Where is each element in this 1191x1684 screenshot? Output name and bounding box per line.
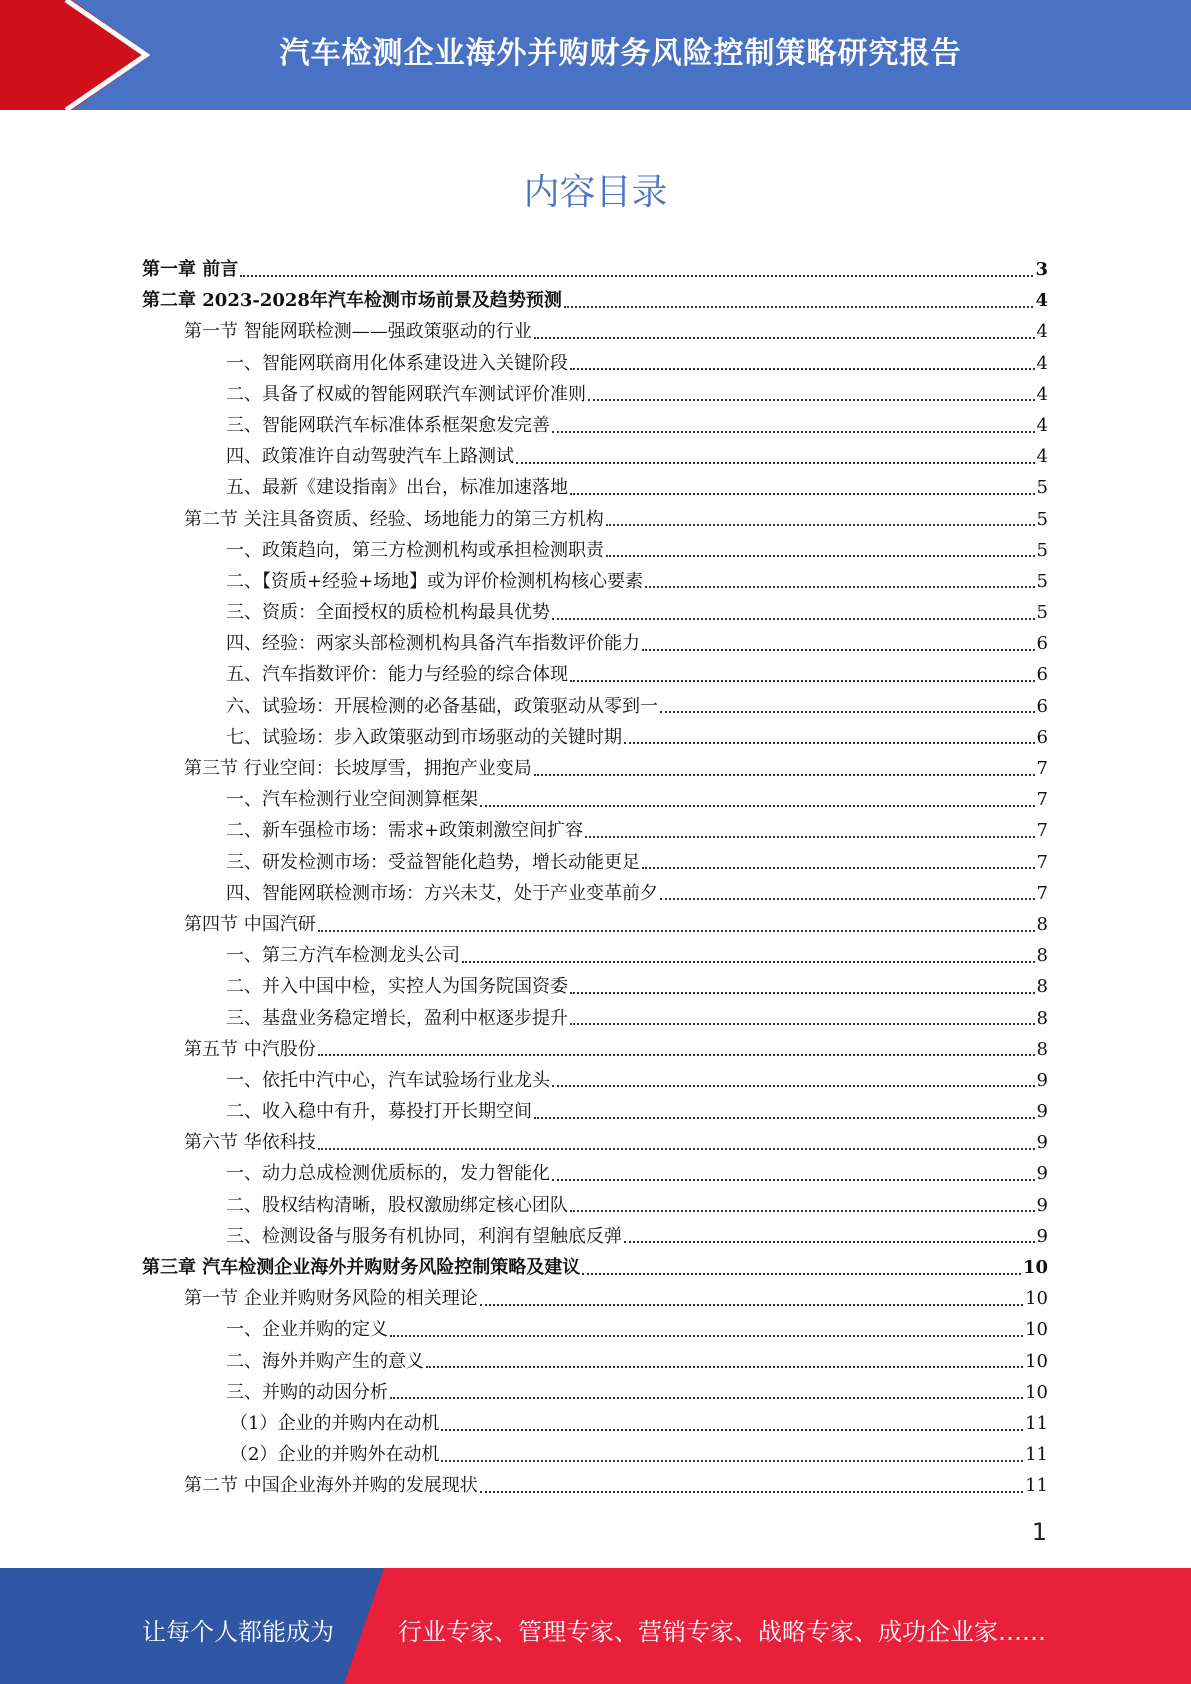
toc-dot-leader: [318, 1054, 1035, 1056]
toc-entry-title: 二、海外并购产生的意义: [226, 1350, 424, 1372]
toc-entry-title: 三、并购的动因分析: [226, 1381, 388, 1403]
toc-dot-leader: [480, 1304, 1023, 1306]
toc-entry-page: 7: [1036, 758, 1048, 779]
toc-entry-title: 一、智能网联商用化体系建设进入关键阶段: [226, 352, 568, 374]
toc-entry-page: 7: [1036, 882, 1048, 904]
toc-entry-title: 三、检测设备与服务有机协同，利润有望触底反弹: [226, 1225, 622, 1247]
toc-entry[interactable]: [142, 1065, 1048, 1096]
footer-slogan-left: 让每个人都能成为: [142, 1618, 334, 1646]
toc-entry[interactable]: [142, 628, 1048, 659]
toc-dot-leader: [480, 1491, 1023, 1493]
toc-entry[interactable]: [142, 1408, 1048, 1439]
toc-dot-leader: [642, 867, 1035, 869]
toc-dot-leader: [318, 1148, 1035, 1150]
toc-entry-page: 10: [1022, 1257, 1048, 1278]
toc-entry-page: 4: [1036, 414, 1048, 436]
toc-entry-title: 四、政策准许自动驾驶汽车上路测试: [226, 446, 514, 468]
toc-entry-page: 3: [1035, 259, 1048, 280]
toc-entry[interactable]: [142, 1283, 1048, 1314]
toc-dot-leader: [390, 1335, 1023, 1337]
toc-heading: 内容目录: [523, 172, 668, 213]
toc-entry-title: 第一节 企业并购财务风险的相关理论: [184, 1288, 478, 1310]
toc-entry[interactable]: [142, 348, 1048, 379]
toc-entry[interactable]: [142, 784, 1048, 815]
toc-entry[interactable]: [142, 566, 1048, 597]
toc-entry-title: 第二节 中国企业海外并购的发展现状: [184, 1475, 478, 1497]
toc-entry-page: 11: [1025, 1475, 1048, 1497]
toc-entry[interactable]: [142, 441, 1048, 472]
toc-entry-page: 11: [1025, 1412, 1048, 1434]
toc-entry-page: 4: [1036, 352, 1048, 374]
toc-entry[interactable]: [142, 1377, 1048, 1408]
toc-entry[interactable]: [142, 410, 1048, 441]
toc-entry-title: 七、试验场：步入政策驱动到市场驱动的关键时期: [226, 726, 622, 748]
header-arrow-decoration: [0, 0, 150, 110]
toc-entry-title: 二、新车强检市场：需求+政策刺激空间扩容: [226, 820, 584, 842]
toc-entry-title: 四、经验：两家头部检测机构具备汽车指数评价能力: [226, 633, 640, 655]
toc-entry-page: 5: [1036, 539, 1048, 561]
toc-dot-leader: [534, 1117, 1035, 1119]
toc-dot-leader: [426, 1366, 1023, 1368]
toc-dot-leader: [552, 1179, 1035, 1181]
toc-entry[interactable]: [142, 1470, 1048, 1501]
toc-entry-page: 7: [1036, 820, 1048, 842]
toc-entry-title: 一、企业并购的定义: [226, 1319, 388, 1341]
toc-dot-leader: [552, 1085, 1035, 1087]
toc-entry[interactable]: [142, 1096, 1048, 1127]
toc-entry[interactable]: [142, 1034, 1048, 1065]
toc-dot-leader: [462, 961, 1035, 963]
toc-dot-leader: [606, 524, 1035, 526]
toc-dot-leader: [624, 742, 1035, 744]
toc-dot-leader: [516, 462, 1035, 464]
toc-entry-page: 10: [1025, 1288, 1048, 1310]
toc-entry-page: 9: [1036, 1101, 1048, 1123]
toc-entry[interactable]: [142, 753, 1048, 784]
toc-entry-page: 5: [1036, 508, 1048, 530]
toc-entry-title: 第一章 前言: [142, 259, 239, 280]
toc-entry-title: 四、智能网联检测市场：方兴未艾，处于产业变革前夕: [226, 882, 658, 904]
toc-entry-page: 4: [1036, 383, 1048, 405]
toc-entry-title: 二、具备了权威的智能网联汽车测试评价准则: [226, 383, 586, 405]
toc-entry-page: 4: [1036, 446, 1048, 468]
toc-dot-leader: [318, 930, 1035, 932]
toc-entry[interactable]: [142, 659, 1048, 690]
toc-dot-leader: [480, 805, 1035, 807]
toc-dot-leader: [570, 992, 1035, 994]
toc-dot-leader: [570, 680, 1035, 682]
toc-entry-title: 五、最新《建设指南》出台，标准加速落地: [226, 477, 568, 499]
toc-entry-page: 4: [1035, 290, 1048, 312]
toc-dot-leader: [660, 711, 1035, 713]
toc-entry[interactable]: [142, 1158, 1048, 1189]
toc-dot-leader: [588, 399, 1035, 401]
toc-entry-title: 一、政策趋向，第三方检测机构或承担检测职责: [226, 539, 604, 561]
toc-dot-leader: [570, 368, 1035, 370]
toc-entry-title: 三、资质：全面授权的质检机构最具优势: [226, 602, 550, 624]
footer-banner: [0, 1568, 1191, 1684]
page-number: 1: [1031, 1518, 1047, 1546]
toc-entry-title: 一、依托中汽中心，汽车试验场行业龙头: [226, 1069, 550, 1091]
toc-entry[interactable]: [142, 1221, 1048, 1252]
toc-dot-leader: [570, 1023, 1035, 1025]
toc-dot-leader: [534, 774, 1035, 776]
toc-entry-title: 二、收入稳中有升，募投打开长期空间: [226, 1101, 532, 1123]
toc-dot-leader: [240, 275, 1033, 277]
toc-entry[interactable]: [142, 535, 1048, 566]
toc-entry-title: 一、汽车检测行业空间测算框架: [226, 789, 478, 811]
toc-entry[interactable]: [142, 815, 1048, 846]
toc-entry-title: 第二节 关注具备资质、经验、场地能力的第三方机构: [184, 508, 604, 530]
toc-dot-leader: [564, 306, 1034, 308]
toc-entry-title: 二、【资质+经验+场地】或为评价检测机构核心要素: [226, 570, 644, 592]
toc-entry[interactable]: [142, 1190, 1048, 1221]
toc-entry-title: 六、试验场：开展检测的必备基础，政策驱动从零到一: [226, 695, 658, 717]
toc-entry[interactable]: [142, 847, 1048, 878]
toc-entry-title: 二、并入中国中检，实控人为国务院国资委: [226, 976, 568, 998]
toc-entry[interactable]: [142, 1252, 1048, 1283]
toc-entry[interactable]: [142, 1314, 1048, 1345]
toc-dot-leader: [645, 586, 1034, 588]
toc-entry[interactable]: [142, 691, 1048, 722]
report-title: 汽车检测企业海外并购财务风险控制策略研究报告: [279, 36, 962, 71]
toc-entry-title: 第四节 中国汽研: [184, 913, 316, 935]
toc-entry-title: 第六节 华依科技: [184, 1132, 316, 1154]
toc-entry-title: 第二章 2023-2028年汽车检测市场前景及趋势预测: [142, 290, 562, 312]
toc-dot-leader: [441, 1460, 1023, 1462]
toc-entry[interactable]: [142, 504, 1048, 535]
toc-entry-title: 一、动力总成检测优质标的，发力智能化: [226, 1163, 550, 1185]
toc-entry-page: 8: [1036, 945, 1048, 967]
toc-entry-title: 一、第三方汽车检测龙头公司: [226, 945, 460, 967]
toc-entry-page: 5: [1036, 477, 1048, 499]
toc-entry-title: 三、研发检测市场：受益智能化趋势，增长动能更足: [226, 851, 640, 873]
toc-entry[interactable]: [142, 909, 1048, 940]
toc-entry-title: 第三章 汽车检测企业海外并购财务风险控制策略及建议: [142, 1257, 581, 1278]
toc-entry-page: 8: [1036, 913, 1048, 935]
toc-entry-page: 11: [1025, 1444, 1048, 1466]
toc-dot-leader: [585, 836, 1034, 838]
toc-entry[interactable]: [142, 1346, 1048, 1377]
toc-entry-title: 第一节 智能网联检测——强政策驱动的行业: [184, 321, 532, 343]
toc-entry-title: （2）企业的并购外在动机: [230, 1444, 440, 1466]
toc-entry-page: 5: [1036, 602, 1048, 624]
toc-entry-title: 第五节 中汽股份: [184, 1038, 316, 1060]
toc-entry[interactable]: [142, 722, 1048, 753]
toc-entry-page: 8: [1036, 1038, 1048, 1060]
toc-dot-leader: [582, 1273, 1021, 1275]
toc-entry[interactable]: [142, 472, 1048, 503]
toc-entry-title: 三、智能网联汽车标准体系框架愈发完善: [226, 414, 550, 436]
toc-entry[interactable]: [142, 1439, 1048, 1470]
toc-entry-page: 7: [1036, 851, 1048, 873]
toc-entry-title: 五、汽车指数评价：能力与经验的综合体现: [226, 664, 568, 686]
toc-entry-page: 10: [1025, 1319, 1048, 1341]
header-banner: [0, 0, 1191, 110]
toc-dot-leader: [441, 1429, 1023, 1431]
toc-entry-title: 三、基盘业务稳定增长，盈利中枢逐步提升: [226, 1007, 568, 1029]
toc-entry-page: 5: [1036, 570, 1048, 592]
toc-entry[interactable]: [142, 316, 1048, 347]
toc-entry[interactable]: [142, 379, 1048, 410]
toc-entry-title: 二、股权结构清晰，股权激励绑定核心团队: [226, 1194, 568, 1216]
toc-entry-title: 第三节 行业空间：长坡厚雪，拥抱产业变局: [184, 758, 532, 779]
toc-entry-page: 6: [1036, 633, 1048, 655]
toc-entry-page: 9: [1036, 1069, 1048, 1091]
toc-entry-page: 9: [1036, 1225, 1048, 1247]
toc-entry-page: 10: [1025, 1350, 1048, 1372]
toc-entry[interactable]: [142, 597, 1048, 628]
toc-entry-page: 9: [1036, 1194, 1048, 1216]
toc-dot-leader: [624, 1241, 1035, 1243]
toc-entry-page: 6: [1036, 664, 1048, 686]
toc-entry-page: 8: [1036, 976, 1048, 998]
toc-entry-page: 6: [1036, 726, 1048, 748]
toc-entry-page: 9: [1036, 1163, 1048, 1185]
toc-entry[interactable]: [142, 254, 1048, 285]
toc-entry-page: 9: [1036, 1132, 1048, 1154]
toc-entry[interactable]: [142, 971, 1048, 1002]
toc-dot-leader: [390, 1397, 1023, 1399]
toc-entry[interactable]: [142, 878, 1048, 909]
toc-entry-title: （1）企业的并购内在动机: [230, 1412, 440, 1434]
toc-entry[interactable]: [142, 940, 1048, 971]
toc-entry-page: 7: [1036, 789, 1048, 811]
toc-dot-leader: [570, 493, 1035, 495]
toc-entry-page: 4: [1036, 321, 1048, 343]
toc-entry[interactable]: [142, 285, 1048, 316]
footer-slogan-right: 行业专家、管理专家、营销专家、战略专家、成功企业家……: [398, 1618, 1046, 1646]
toc-dot-leader: [606, 555, 1035, 557]
toc-dot-leader: [570, 1210, 1035, 1212]
toc-dot-leader: [552, 431, 1035, 433]
toc-dot-leader: [552, 618, 1035, 620]
toc-entry-page: 8: [1036, 1007, 1048, 1029]
table-of-contents: [142, 254, 1048, 1502]
toc-entry-page: 10: [1025, 1381, 1048, 1403]
toc-entry[interactable]: [142, 1127, 1048, 1158]
toc-dot-leader: [534, 337, 1035, 339]
toc-dot-leader: [660, 898, 1035, 900]
toc-entry-page: 6: [1036, 695, 1048, 717]
toc-entry[interactable]: [142, 1003, 1048, 1034]
toc-dot-leader: [642, 649, 1035, 651]
